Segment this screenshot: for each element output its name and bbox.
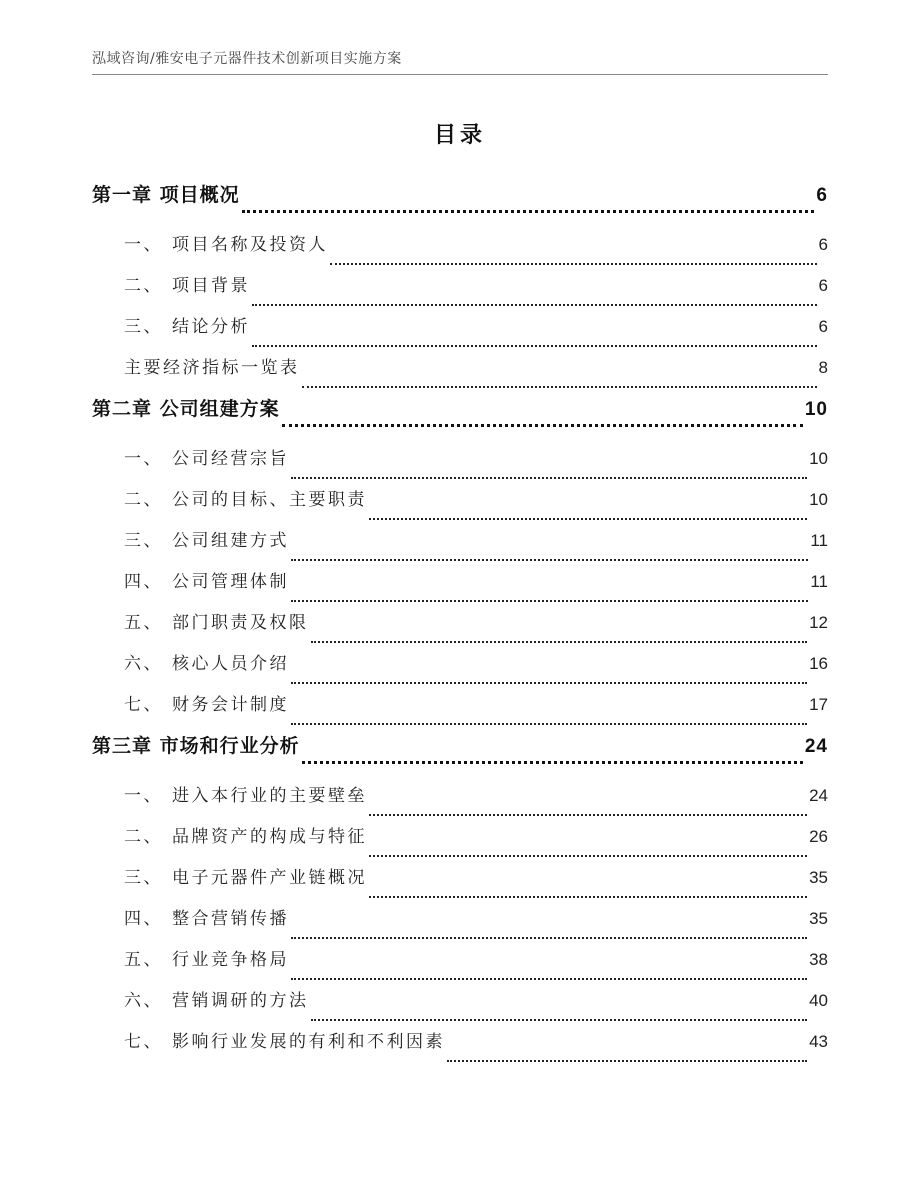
running-header: 泓域咨询/雅安电子元器件技术创新项目实施方案: [92, 48, 828, 75]
toc-entry[interactable]: [92, 822, 828, 863]
chapter-title: 第一章 项目概况: [92, 184, 240, 206]
dot-leader: [311, 641, 808, 643]
page-number: 35: [809, 909, 828, 928]
dot-leader: [369, 518, 807, 520]
dot-leader: [369, 814, 807, 816]
page-number: 6: [816, 185, 828, 206]
toc-entry[interactable]: [92, 781, 828, 822]
toc-entry[interactable]: [92, 690, 828, 731]
page-number: 10: [809, 449, 828, 468]
dot-leader: [252, 304, 817, 306]
toc-chapter-1[interactable]: [92, 180, 828, 218]
section-number: 六、: [124, 654, 163, 674]
page-number: 26: [809, 827, 828, 846]
section-number: 二、: [124, 827, 163, 847]
toc-entry[interactable]: [92, 945, 828, 986]
section-title: 公司的目标、主要职责: [172, 490, 367, 510]
section-title: 电子元器件产业链概况: [172, 868, 367, 888]
dot-leader: [282, 424, 803, 427]
table-of-contents: [92, 180, 828, 1068]
dot-leader: [302, 386, 817, 388]
page-number: 6: [818, 276, 828, 295]
toc-entry[interactable]: [92, 904, 828, 945]
page-number: 24: [804, 736, 828, 757]
section-number: 四、: [124, 909, 163, 929]
dot-leader: [330, 263, 817, 265]
page-title: 目录: [433, 123, 486, 148]
section-title: 主要经济指标一览表: [124, 358, 300, 378]
section-number: 五、: [124, 613, 163, 633]
dot-leader: [291, 559, 808, 561]
toc-entry[interactable]: [92, 567, 828, 608]
section-title: 公司管理体制: [172, 572, 289, 592]
toc-entry[interactable]: [92, 271, 828, 312]
page-number: 12: [809, 613, 828, 632]
section-title: 公司组建方式: [172, 531, 289, 551]
section-number: 七、: [124, 1032, 163, 1052]
section-title: 公司经营宗旨: [172, 449, 289, 469]
page-number: 24: [809, 786, 828, 805]
dot-leader: [311, 1019, 808, 1021]
page-number: 40: [809, 991, 828, 1010]
section-title: 核心人员介绍: [172, 654, 289, 674]
section-number: 二、: [124, 490, 163, 510]
toc-entry[interactable]: [92, 353, 828, 394]
toc-entry[interactable]: [92, 526, 828, 567]
toc-entry[interactable]: [92, 444, 828, 485]
section-title: 进入本行业的主要壁垒: [172, 786, 367, 806]
toc-entry[interactable]: [92, 649, 828, 690]
section-title: 整合营销传播: [172, 909, 289, 929]
section-title: 品牌资产的构成与特征: [172, 827, 367, 847]
toc-chapter-2[interactable]: [92, 394, 828, 432]
page-number: 10: [809, 490, 828, 509]
section-number: 五、: [124, 950, 163, 970]
section-number: 三、: [124, 531, 163, 551]
section-number: 六、: [124, 991, 163, 1011]
page-number: 16: [809, 654, 828, 673]
section-number: 二、: [124, 276, 163, 296]
dot-leader: [291, 978, 807, 980]
dot-leader: [291, 723, 807, 725]
page-number: 8: [818, 358, 828, 377]
dot-leader: [369, 855, 807, 857]
page-number: 11: [810, 572, 828, 591]
dot-leader: [291, 682, 807, 684]
dot-leader: [242, 210, 815, 213]
dot-leader: [252, 345, 817, 347]
toc-entry[interactable]: [92, 485, 828, 526]
section-number: 一、: [124, 235, 163, 255]
section-number: 一、: [124, 449, 163, 469]
toc-entry[interactable]: [92, 863, 828, 904]
dot-leader: [291, 937, 807, 939]
section-title: 项目名称及投资人: [172, 235, 328, 255]
dot-leader: [302, 761, 803, 764]
page-number: 35: [809, 868, 828, 887]
toc-entry[interactable]: [92, 1027, 828, 1068]
section-title: 项目背景: [172, 276, 250, 296]
chapter-title: 第二章 公司组建方案: [92, 398, 280, 420]
page-number: 6: [818, 235, 828, 254]
toc-chapter-3[interactable]: [92, 731, 828, 769]
chapter-title: 第三章 市场和行业分析: [92, 735, 300, 757]
section-title: 行业竞争格局: [172, 950, 289, 970]
section-title: 财务会计制度: [172, 695, 289, 715]
section-title: 结论分析: [172, 317, 250, 337]
section-title: 影响行业发展的有利和不利因素: [172, 1032, 445, 1052]
dot-leader: [447, 1060, 807, 1062]
page-number: 43: [809, 1032, 828, 1051]
section-number: 三、: [124, 868, 163, 888]
section-number: 七、: [124, 695, 163, 715]
dot-leader: [291, 477, 807, 479]
page-number: 17: [809, 695, 828, 714]
dot-leader: [369, 896, 807, 898]
page-number: 38: [809, 950, 828, 969]
section-title: 营销调研的方法: [172, 991, 309, 1011]
page-number: 6: [818, 317, 828, 336]
toc-entry[interactable]: [92, 986, 828, 1027]
page-number: 10: [804, 399, 828, 420]
dot-leader: [291, 600, 808, 602]
page-number: 11: [810, 531, 828, 550]
section-number: 三、: [124, 317, 163, 337]
section-number: 一、: [124, 786, 163, 806]
toc-entry[interactable]: [92, 608, 828, 649]
toc-entry[interactable]: [92, 230, 828, 271]
section-title: 部门职责及权限: [172, 613, 309, 633]
section-number: 四、: [124, 572, 163, 592]
toc-entry[interactable]: [92, 312, 828, 353]
